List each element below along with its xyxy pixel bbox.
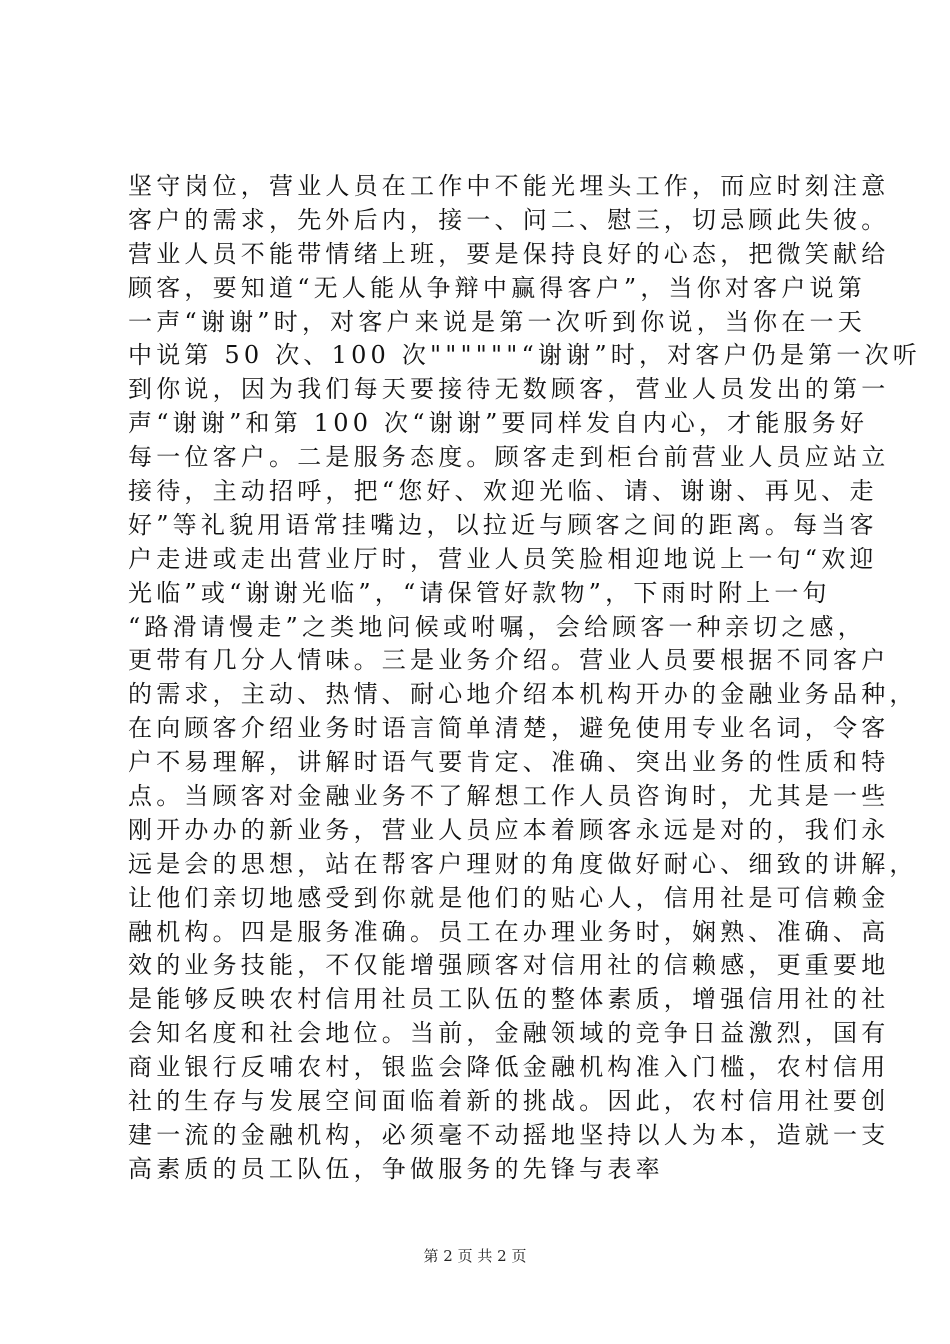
text-line: 户不易理解，讲解时语气要肯定、准确、突出业务的性质和特 <box>128 748 890 777</box>
text-line: 在向顾客介绍业务时语言简单清楚，避免使用专业名词，令客 <box>128 714 890 743</box>
text-line: 商业银行反哺农村，银监会降低金融机构准入门槛，农村信用 <box>128 1053 890 1082</box>
text-line: 每一位客户。二是服务态度。顾客走到柜台前营业人员应站立 <box>128 443 890 472</box>
text-line: 融机构。四是服务准确。员工在办理业务时，娴熟、准确、高 <box>128 917 890 946</box>
text-line: 点。当顾客对金融业务不了解想工作人员咨询时，尤其是一些 <box>128 782 890 811</box>
text-line: 客户的需求，先外后内，接一、问二、慰三，切忌顾此失彼。 <box>128 205 890 234</box>
text-line: 社的生存与发展空间面临着新的挑战。因此，农村信用社要创 <box>128 1087 890 1116</box>
page-number-footer: 第 2 页 共 2 页 <box>423 1247 527 1265</box>
text-line: 建一流的金融机构，必须毫不动摇地坚持以人为本，造就一支 <box>128 1120 890 1149</box>
text-line: 刚开办办的新业务，营业人员应本着顾客永远是对的，我们永 <box>128 815 890 844</box>
text-line: “路滑请慢走”之类地问候或咐嘱，会给顾客一种亲切之感， <box>128 612 866 641</box>
text-line: 光临”或“谢谢光临”，“请保管好款物”，下雨时附上一句 <box>128 578 831 607</box>
text-line: 是能够反映农村信用社员工队伍的整体素质，增强信用社的社 <box>128 985 890 1014</box>
text-line: 会知名度和社会地位。当前，金融领域的竞争日益激烈，国有 <box>128 1019 890 1048</box>
text-line: 顾客，要知道“无人能从争辩中赢得客户”，当你对客户说第 <box>128 273 866 302</box>
text-line: 远是会的思想，站在帮客户理财的角度做好耐心、细致的讲解， <box>128 849 918 878</box>
text-line: 接待，主动招呼，把“您好、欢迎光临、请、谢谢、再见、走 <box>128 477 878 506</box>
text-line: 效的业务技能，不仅能增强顾客对信用社的信赖感，更重要地 <box>128 951 890 980</box>
text-line: 一声“谢谢”时，对客户来说是第一次听到你说，当你在一天 <box>128 307 866 336</box>
text-line: 更带有几分人情味。三是业务介绍。营业人员要根据不同客户 <box>128 646 890 675</box>
body-text <box>128 170 922 1187</box>
text-line: 户走进或走出营业厅时，营业人员笑脸相迎地说上一句“欢迎 <box>128 544 878 573</box>
text-line: 高素质的员工队伍，争做服务的先锋与表率 <box>128 1154 664 1183</box>
text-line: 营业人员不能带情绪上班，要是保持良好的心态，把微笑献给 <box>128 239 890 268</box>
text-line: 到你说，因为我们每天要接待无数顾客，营业人员发出的第一 <box>128 375 890 404</box>
text-line: 让他们亲切地感受到你就是他们的贴心人，信用社是可信赖金 <box>128 883 890 912</box>
text-line: 声“谢谢”和第 100 次“谢谢”要同样发自内心，才能服务好 <box>128 409 869 438</box>
text-line: 的需求，主动、热情、耐心地介绍本机构开办的金融业务品种， <box>128 680 918 709</box>
text-line: 中说第 50 次、100 次""""""“谢谢”时，对客户仍是第一次听 <box>128 341 922 370</box>
text-line: 坚守岗位，营业人员在工作中不能光埋头工作，而应时刻注意 <box>128 172 890 200</box>
text-line: 好”等礼貌用语常挂嘴边，以拉近与顾客之间的距离。每当客 <box>128 510 878 539</box>
